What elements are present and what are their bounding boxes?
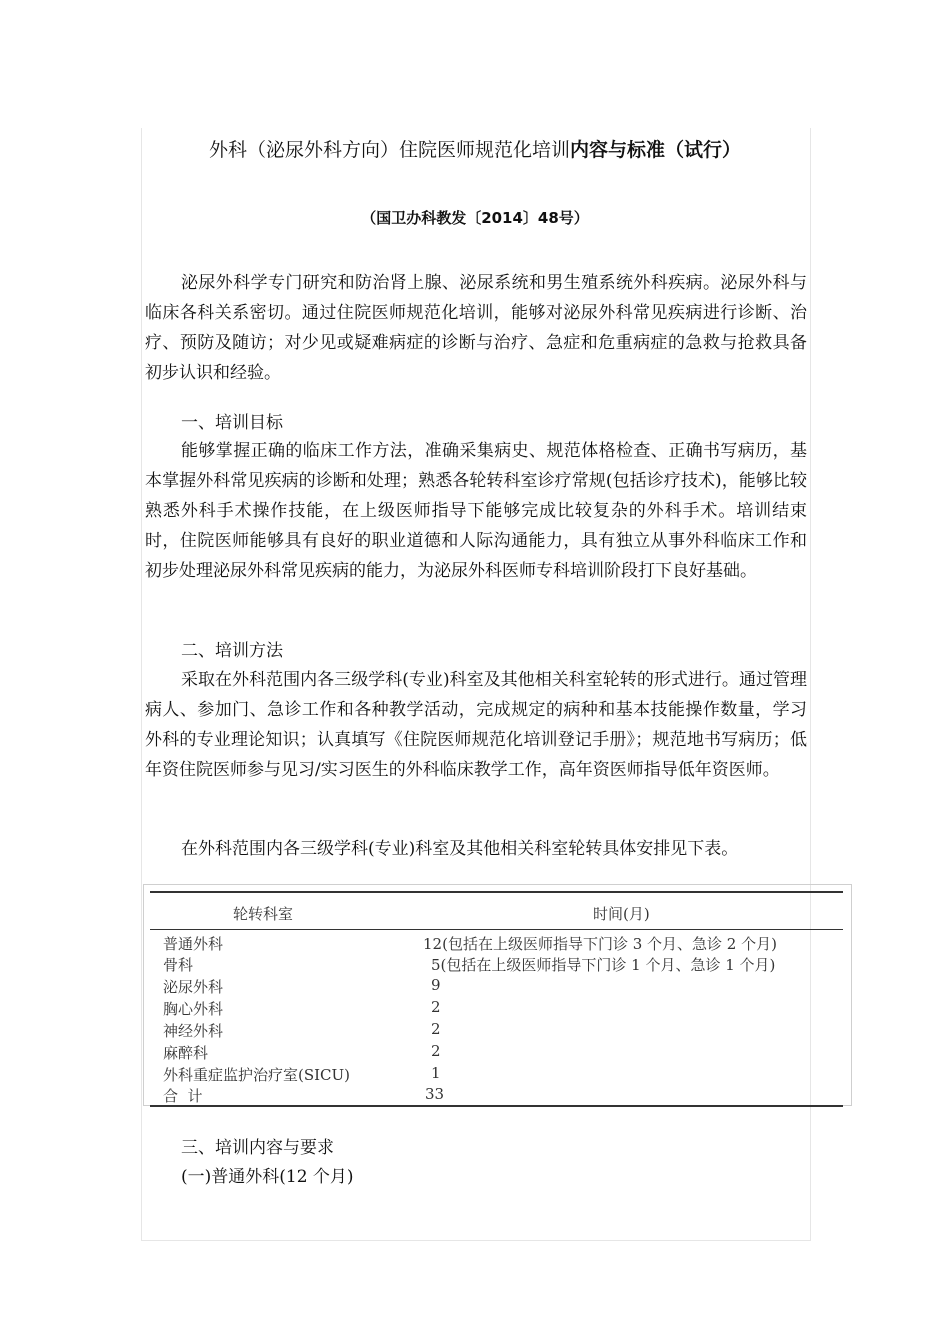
table-cell-time: 2: [431, 998, 441, 1016]
table-header-dept: 轮转科室: [233, 905, 294, 923]
table-bottom-rule: [150, 1105, 843, 1107]
document-subtitle: （国卫办科教发〔2014〕48号）: [361, 209, 589, 227]
section1-heading: 一、培训目标: [181, 413, 283, 433]
table-cell-time: 12(包括在上级医师指导下门诊 3 个月、急诊 2 个月): [423, 935, 777, 953]
table-cell-dept: 泌尿外科: [163, 978, 224, 996]
section3-subheading: (一)普通外科(12 个月): [181, 1167, 354, 1187]
rotation-table-inner: [150, 891, 843, 1105]
section2-paragraph: 采取在外科范围内各三级学科(专业)科室及其他相关科室轮转的形式进行。通过管理病人、参加门、急诊工作和各种教学活动，完成规定的病种和基本技能操作数量，学习外科的专业理论知识；认真填写《住院医师规范化培训登记手册》；规范地书写病历；低年资住院医师参与见习/实习医生的外科临床教学工作，高年资医师指导低年资医师。: [145, 670, 807, 780]
rotation-table: [143, 884, 852, 1106]
document-title: [141, 135, 809, 162]
section2-heading: 二、培训方法: [181, 641, 283, 661]
table-cell-dept: 合 计: [163, 1087, 203, 1105]
table-row: [150, 1064, 843, 1086]
table-cell-dept: 胸心外科: [163, 1000, 224, 1018]
table-cell-time: 2: [431, 1020, 441, 1038]
table-row: [150, 976, 843, 998]
table-cell-time: 1: [431, 1064, 441, 1082]
table-header-time: 时间(月): [593, 905, 650, 923]
table-row: [150, 954, 843, 976]
section3-heading: 三、培训内容与要求: [181, 1138, 334, 1158]
table-cell-time: 33: [425, 1085, 445, 1103]
title-bold: 内容与标准（试行）: [570, 139, 742, 161]
table-intro-paragraph: 在外科范围内各三级学科(专业)科室及其他相关科室轮转具体安排见下表。: [181, 839, 739, 859]
intro-paragraph: 泌尿外科学专门研究和防治肾上腺、泌尿系统和男生殖系统外科疾病。泌尿外科与临床各科关系密切。通过住院医师规范化培训，能够对泌尿外科常见疾病进行诊断、治疗、预防及随访；对少见或疑难病症的诊断与治疗、急症和危重病症的急救与抢救具备初步认识和经验。: [145, 273, 807, 383]
table-cell-time: 9: [431, 976, 441, 994]
table-cell-time: 5(包括在上级医师指导下门诊 1 个月、急诊 1 个月): [431, 956, 776, 974]
table-cell-dept: 普通外科: [163, 935, 224, 953]
table-row: [150, 1020, 843, 1042]
table-cell-dept: 神经外科: [163, 1022, 224, 1040]
table-row: [150, 1085, 843, 1107]
table-row: [150, 933, 843, 955]
table-row: [150, 1042, 843, 1064]
table-cell-dept: 外科重症监护治疗室(SICU): [163, 1066, 351, 1084]
table-cell-time: 2: [431, 1042, 441, 1060]
table-header-rule: [150, 929, 843, 930]
table-top-rule: [150, 891, 843, 893]
table-cell-dept: 骨科: [163, 956, 194, 974]
table-row: [150, 998, 843, 1020]
section1-paragraph: 能够掌握正确的临床工作方法，准确采集病史、规范体格检查、正确书写病历，基本掌握外科常见疾病的诊断和处理；熟悉各轮转科室诊疗常规(包括诊疗技术)，能够比较熟悉外科手术操作技能，在上级医师指导下能够完成比较复杂的外科手术。培训结束时，住院医师能够具有良好的职业道德和人际沟通能力，具有独立从事外科临床工作和初步处理泌尿外科常见疾病的能力，为泌尿外科医师专科培训阶段打下良好基础。: [145, 441, 807, 581]
table-cell-dept: 麻醉科: [163, 1044, 209, 1062]
title-regular: 外科（泌尿外科方向）住院医师规范化培训: [208, 139, 570, 161]
